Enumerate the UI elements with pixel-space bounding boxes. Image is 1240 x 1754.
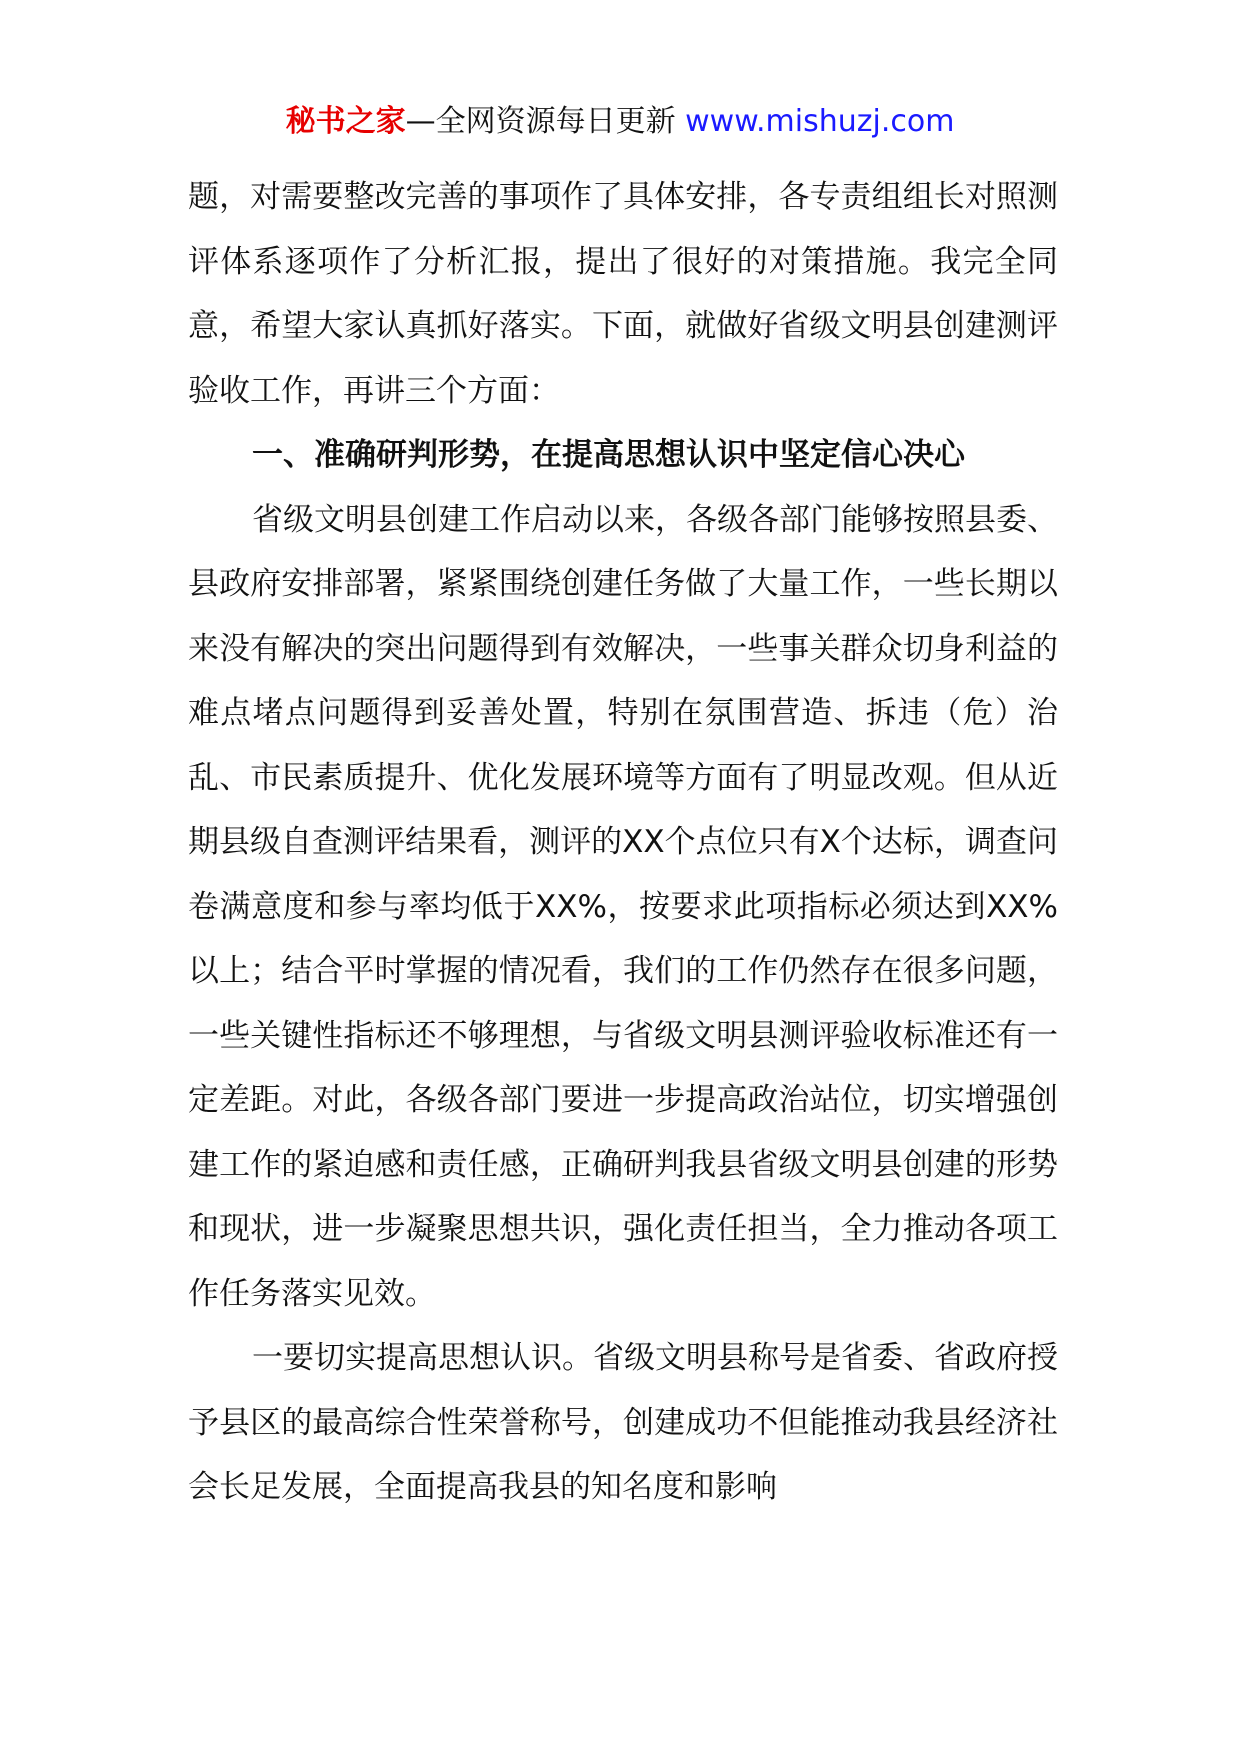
site-header	[0, 100, 1240, 144]
section-heading: 一、准确研判形势，在提高思想认识中坚定信心决心	[252, 437, 965, 473]
paragraph-continuation: 题，对需要整改完善的事项作了具体安排，各专责组组长对照测评体系逐项作了分析汇报，提出了很好的对策措施。我完全同意，希望大家认真抓好落实。下面，就做好省级文明县创建测评验收工作，再讲三个方面：	[188, 179, 1058, 409]
brand-name: 秘书之家	[285, 104, 406, 139]
site-url-link[interactable]: www.mishuzj.com	[685, 104, 955, 139]
paragraph-situation: 省级文明县创建工作启动以来，各级各部门能够按照县委、县政府安排部署，紧紧围绕创建任务做了大量工作，一些长期以来没有解决的突出问题得到有效解决，一些事关群众切身利益的难点堵点问题得到妥善处置，特别在氛围营造、拆违（危）治乱、市民素质提升、优化发展环境等方面有了明显改观。但从近期县级自查测评结果看，测评的XX个点位只有X个达标，调查问卷满意度和参与率均低于XX%，按要求此项指标必须达到XX%以上；结合平时掌握的情况看，我们的工作仍然存在很多问题，一些关键性指标还不够理想，与省级文明县测评验收标准还有一定差距。对此，各级各部门要进一步提高政治站位，切实增强创建工作的紧迫感和责任感，正确研判我县省级文明县创建的形势和现状，进一步凝聚思想共识，强化责任担当，全力推动各项工作任务落实见效。	[188, 501, 1058, 1312]
paragraph-awareness: 一要切实提高思想认识。省级文明县称号是省委、省政府授予县区的最高综合性荣誉称号，创建成功不但能推动我县经济社会长足发展，全面提高我县的知名度和影响	[188, 1340, 1058, 1505]
document-body	[188, 165, 1058, 1520]
header-tagline: —全网资源每日更新	[405, 104, 676, 139]
